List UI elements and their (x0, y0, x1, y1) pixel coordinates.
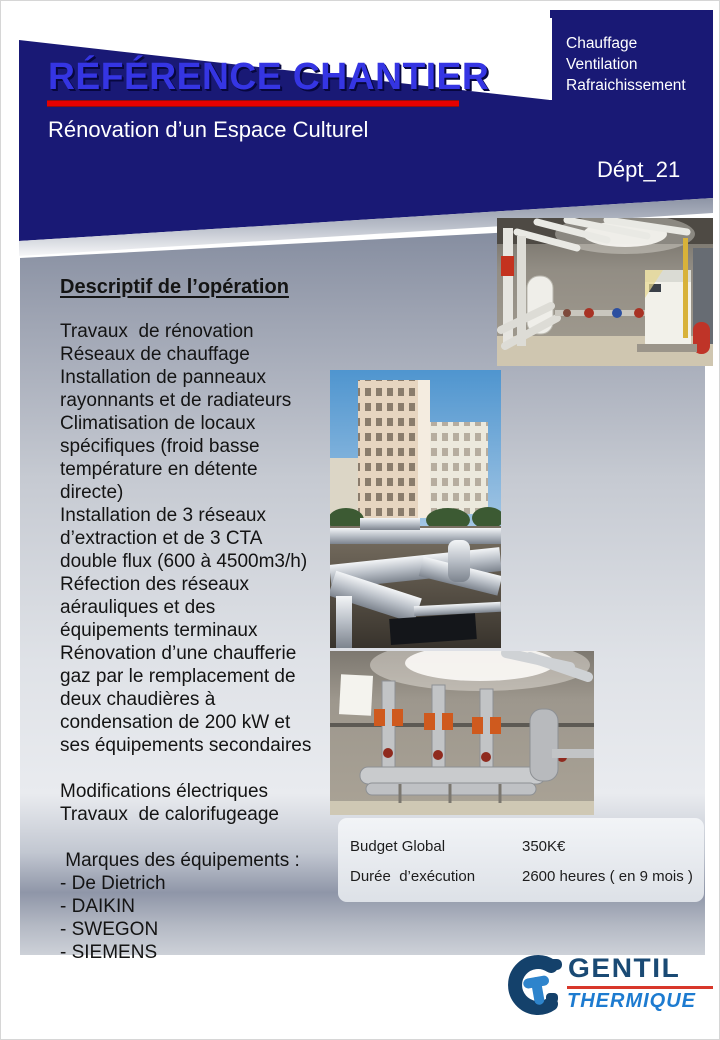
body-line: - SIEMENS (60, 942, 158, 963)
body-line: Climatisation de locaux (60, 413, 256, 434)
budget-row (338, 832, 704, 862)
body-line: Réfection des réseaux (60, 574, 250, 595)
body-line: spécifiques (froid basse (60, 436, 260, 457)
body-line: ses équipements secondaires (60, 735, 312, 756)
project-subtitle: Rénovation d’un Espace Culturel (48, 117, 369, 142)
logo-red-rule (567, 986, 713, 989)
body-line: aérauliques et des (60, 597, 216, 618)
services-list (566, 33, 686, 96)
body-line: directe) (60, 482, 124, 503)
body-line: Marques des équipements : (60, 850, 300, 871)
body-line (60, 826, 340, 849)
body-line: double flux (600 à 4500m3/h) (60, 551, 308, 572)
body-line: gaz par le remplacement de (60, 666, 296, 687)
photo-rooftop-ducts (330, 370, 501, 648)
company-logo (500, 950, 714, 1022)
title-red-underline (47, 100, 459, 107)
body-line: - De Dietrich (60, 873, 166, 894)
service-item: Rafraichissement (566, 77, 686, 94)
service-item: Chauffage (566, 35, 638, 52)
body-line: d’extraction et de 3 CTA (60, 528, 263, 549)
gt-monogram-icon (504, 952, 568, 1018)
services-divider (549, 18, 552, 100)
body-line: Réseaux de chauffage (60, 344, 250, 365)
body-line: Rénovation d’une chaufferie (60, 643, 297, 664)
page-title: RÉFÉRENCE CHANTIER (48, 56, 490, 98)
body-line: - SWEGON (60, 919, 159, 940)
body-line: condensation de 200 kW et (60, 712, 291, 733)
photo-boiler-room (497, 218, 713, 366)
photo-manifold-pumps (330, 651, 594, 815)
description-heading: Descriptif de l’opération (60, 276, 289, 298)
budget-box (338, 818, 704, 902)
body-line: température en détente (60, 459, 258, 480)
body-line: Installation de 3 réseaux (60, 505, 266, 526)
budget-row (338, 862, 704, 892)
body-line: Travaux de calorifugeage (60, 804, 279, 825)
department-label: Dépt_21 (597, 157, 681, 182)
body-line: Travaux de rénovation (60, 321, 254, 342)
body-line (60, 757, 340, 780)
body-line: Modifications électriques (60, 781, 269, 802)
body-line: - DAIKIN (60, 896, 135, 917)
budget-label: Budget Global (350, 838, 446, 855)
body-line: deux chaudières à (60, 689, 216, 710)
logo-name: GENTIL (568, 953, 681, 983)
service-item: Ventilation (566, 56, 638, 73)
body-line: rayonnants et de radiateurs (60, 390, 292, 411)
budget-value: 350K€ (522, 838, 566, 855)
operation-description (60, 276, 340, 964)
logo-subname: THERMIQUE (567, 990, 696, 1012)
duration-value: 2600 heures ( en 9 mois ) (522, 868, 693, 885)
duration-label: Durée d’exécution (350, 868, 476, 885)
body-line: équipements terminaux (60, 620, 258, 641)
body-line: Installation de panneaux (60, 367, 266, 388)
